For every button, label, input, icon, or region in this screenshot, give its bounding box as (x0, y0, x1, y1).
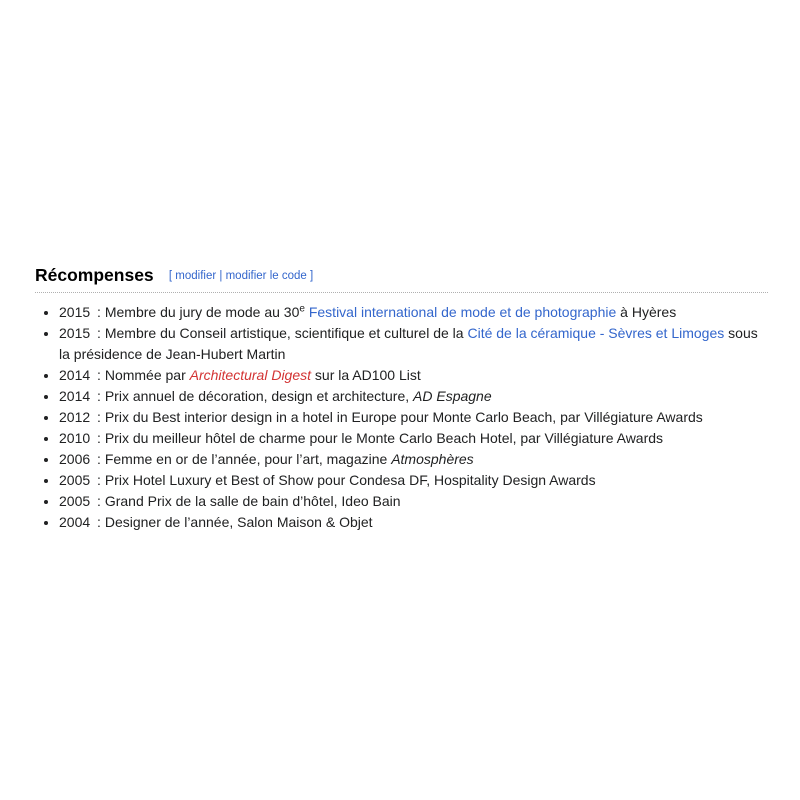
award-year: 2015 (59, 304, 91, 320)
award-year: 2014 (59, 388, 91, 404)
year-colon-separator: : (93, 430, 105, 446)
award-text: Designer de l’année, Salon Maison & Objet (104, 514, 373, 530)
award-text: Membre du Conseil artistique, scientifique et culturel de la (104, 325, 468, 341)
award-text: Femme en or de l’année, pour l’art, magazine (104, 451, 392, 467)
awards-list (35, 302, 768, 533)
award-year: 2004 (59, 514, 91, 530)
award-text: Nommée par (104, 367, 190, 383)
award-year: 2010 (59, 430, 91, 446)
year-colon-separator: : (93, 304, 105, 320)
award-year: 2012 (59, 409, 91, 425)
award-text: Membre du jury de mode au 30 (104, 304, 300, 320)
award-item (59, 365, 768, 386)
edit-links-separator: | (219, 270, 223, 282)
award-year: 2006 (59, 451, 91, 467)
award-text: sur la AD100 List (311, 367, 421, 383)
ordinal-superscript: e (299, 303, 305, 315)
award-year: 2014 (59, 367, 91, 383)
award-item (59, 407, 768, 428)
year-colon-separator: : (93, 451, 105, 467)
edit-source-link[interactable]: modifier le code (225, 270, 307, 282)
award-text: Prix annuel de décoration, design et architecture, (104, 388, 414, 404)
section-title: Récompenses (35, 265, 154, 285)
italic-title: Atmosphères (391, 451, 474, 467)
year-colon-separator: : (93, 367, 105, 383)
year-colon-separator: : (93, 472, 105, 488)
edit-bracket-open: [ (168, 270, 173, 282)
wiki-link[interactable]: Festival international de mode et de photographie (308, 304, 617, 320)
award-text: Prix Hotel Luxury et Best of Show pour Condesa DF, Hospitality Design Awards (104, 472, 596, 488)
award-item (59, 302, 768, 323)
award-year: 2005 (59, 472, 91, 488)
award-year: 2005 (59, 493, 91, 509)
wiki-link[interactable]: Cité de la céramique - Sèvres et Limoges (467, 325, 725, 341)
award-text: Grand Prix de la salle de bain d’hôtel, Ideo Bain (104, 493, 401, 509)
award-item (59, 323, 768, 365)
italic-title: AD Espagne (413, 388, 492, 404)
award-item (59, 491, 768, 512)
edit-bracket-close: ] (309, 270, 314, 282)
year-colon-separator: : (93, 514, 105, 530)
edit-section-link[interactable]: modifier (175, 270, 217, 282)
award-item (59, 470, 768, 491)
award-text: Prix du Best interior design in a hotel in Europe pour Monte Carlo Beach, par Villégiature Awards (104, 409, 703, 425)
award-item (59, 386, 768, 407)
year-colon-separator: : (93, 493, 105, 509)
year-colon-separator: : (93, 388, 105, 404)
award-year: 2015 (59, 325, 91, 341)
edit-section-links (166, 270, 314, 282)
year-colon-separator: : (93, 409, 105, 425)
awards-section (35, 262, 768, 533)
section-heading (35, 262, 768, 293)
award-item (59, 449, 768, 470)
award-text: Prix du meilleur hôtel de charme pour le Monte Carlo Beach Hotel, par Villégiature Awards (104, 430, 664, 446)
award-item (59, 512, 768, 533)
award-item (59, 428, 768, 449)
award-text: sous la présidence de Jean-Hubert Martin (59, 325, 758, 362)
red-wiki-link[interactable]: Architectural Digest (189, 367, 312, 383)
year-colon-separator: : (93, 325, 105, 341)
award-text: à Hyères (616, 304, 677, 320)
